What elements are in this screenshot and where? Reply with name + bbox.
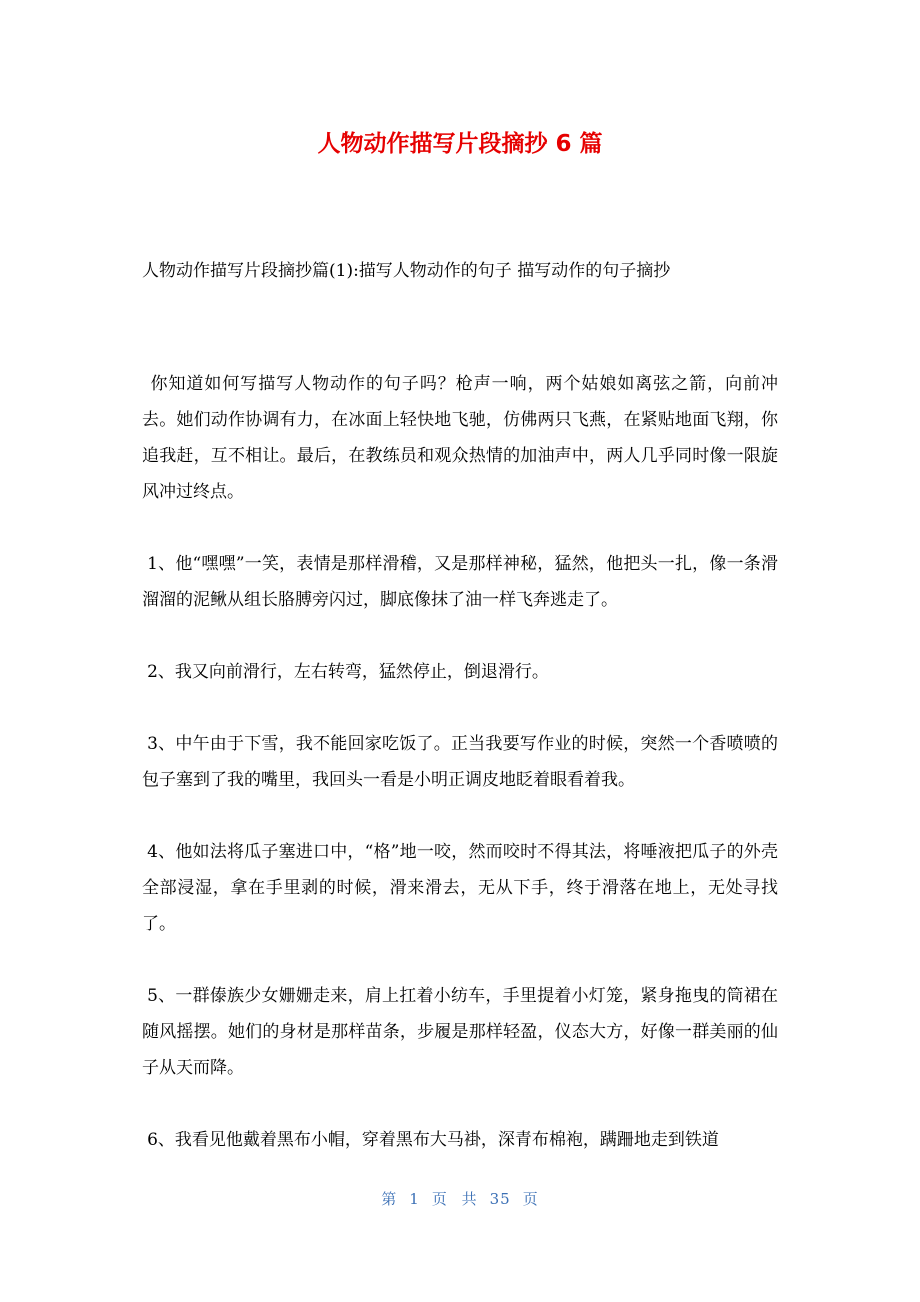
example-paragraph-2: 2、我又向前滑行，左右转弯，猛然停止，倒退滑行。: [147, 662, 549, 682]
example-paragraph-1: 1、他“嘿嘿”一笑，表情是那样滑稽，又是那样神秘，猛然，他把头一扎，像一条滑溜溜的泥鳅从组长胳膊旁闪过，脚底像抹了油一样飞奔逃走了。: [142, 554, 778, 610]
intro-paragraph: 你知道如何写描写人物动作的句子吗？枪声一响，两个姑娘如离弦之箭，向前冲去。她们动作协调有力，在冰面上轻快地飞驰，仿佛两只飞燕，在紧贴地面飞翔，你追我赶，互不相让。最后，在教练员和观众热情的加油声中，两人几乎同时像一限旋风冲过终点。: [142, 374, 778, 502]
example-paragraph-3: 3、中午由于下雪，我不能回家吃饭了。正当我要写作业的时候，突然一个香喷喷的包子塞到了我的嘴里，我回头一看是小明正调皮地眨着眼看着我。: [142, 734, 778, 790]
example-paragraph-4: 4、他如法将瓜子塞进口中，“格”地一咬，然而咬时不得其法，将唾液把瓜子的外壳全部浸湿，拿在手里剥的时候，滑来滑去，无从下手，终于滑落在地上，无处寻找了。: [142, 842, 778, 934]
example-paragraph-5: 5、一群傣族少女姗姗走来，肩上扛着小纺车，手里提着小灯笼，紧身拖曳的筒裙在随风摇摆。她们的身材是那样苗条，步履是那样轻盈，仪态大方，好像一群美丽的仙子从天而降。: [142, 986, 778, 1078]
footer-prefix: 第: [381, 1190, 398, 1208]
page-footer: [0, 1188, 920, 1210]
footer-middle: 页 共: [431, 1190, 478, 1208]
section-heading: 人物动作描写片段摘抄篇(1):描写人物动作的句子 描写动作的句子摘抄: [142, 261, 671, 281]
footer-current-page: 1: [409, 1190, 420, 1208]
example-paragraph-6: 6、我看见他戴着黑布小帽，穿着黑布大马褂，深青布棉袍，蹒跚地走到铁道: [147, 1130, 719, 1150]
document-title: 人物动作描写片段摘抄 6 篇: [317, 131, 603, 157]
footer-suffix: 页: [522, 1190, 539, 1208]
footer-total-pages: 35: [489, 1190, 511, 1208]
